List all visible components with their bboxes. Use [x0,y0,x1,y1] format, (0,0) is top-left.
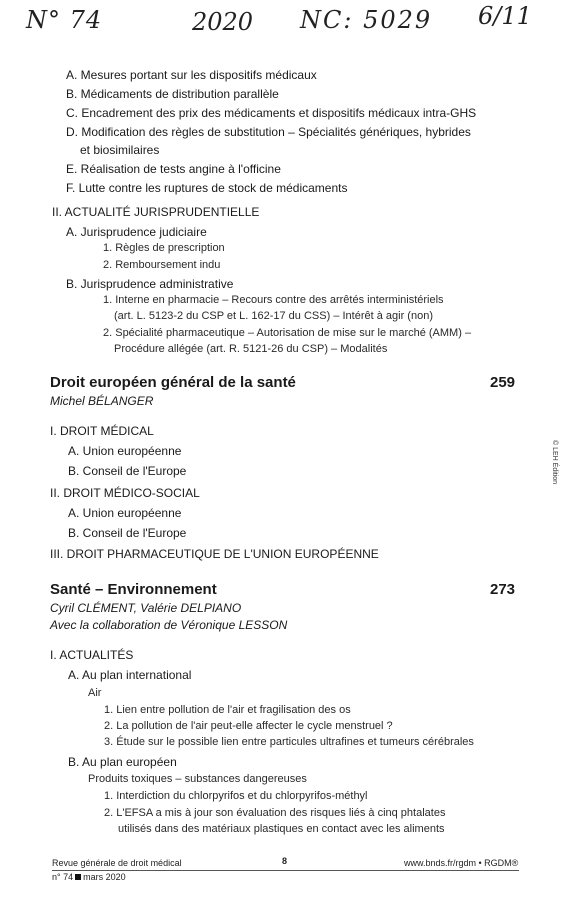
toc-section-3: III. DROIT PHARMACEUTIQUE DE L'UNION EUROPÉENNE [50,547,379,561]
chapter-author: Michel BÉLANGER [50,394,154,408]
toc-sub-a-label: Air [88,687,102,699]
square-bullet-icon [75,874,81,880]
footer-issue-date: mars 2020 [83,872,126,882]
toc-item-d-cont: et biosimilaires [80,143,160,157]
handwritten-fraction: 6/11 [478,2,532,30]
toc-item-a: A. Mesures portant sur les dispositifs médicaux [66,68,317,82]
footer-page-number: 8 [282,856,288,866]
side-copyright: © LEH Édition [551,440,558,485]
toc-sub-b-label: Produits toxiques – substances dangereuses [88,773,307,785]
toc-item-c: C. Encadrement des prix des médicaments et dispositifs médicaux intra-GHS [66,106,477,120]
toc-item-e: E. Réalisation de tests angine à l'officine [66,162,281,176]
footer-issue [52,872,126,882]
toc-sub-b: B. Au plan européen [68,755,177,769]
handwritten-year: 2020 [192,8,254,36]
toc-subitem: A. Union européenne [68,444,182,458]
toc-sub-a-item: 2. Remboursement indu [103,259,221,271]
handwritten-nc: NC: 5029 [300,6,433,34]
toc-section-2: II. DROIT MÉDICO-SOCIAL [50,486,200,500]
toc-sub-b-item: 2. L'EFSA a mis à jour son évaluation des risques liés à cinq phtalates [104,807,446,819]
toc-sub-b-item: 2. Spécialité pharmaceutique – Autorisation de mise sur le marché (AMM) – [103,327,472,339]
toc-sub-a-item: 2. La pollution de l'air peut-elle affecter le cycle menstruel ? [104,720,393,732]
footer-website: www.bnds.fr/rgdm • RGDM® [404,858,519,868]
toc-subitem: B. Conseil de l'Europe [68,526,187,540]
toc-sub-a: A. Au plan international [68,668,192,682]
chapter-title: Santé – Environnement [50,581,217,598]
toc-sub-a-item: 3. Étude sur le possible lien entre particules ultrafines et tumeurs cérébrales [104,736,474,748]
chapter-page-number: 259 [490,374,516,391]
toc-sub-a-item: 1. Lien entre pollution de l'air et fragilisation des os [104,704,351,716]
toc-sub-b-item-cont: utilisés dans des matériaux plastiques en contact avec les aliments [118,823,445,835]
toc-section-1: I. ACTUALITÉS [50,648,134,662]
toc-item-f: F. Lutte contre les ruptures de stock de médicaments [66,181,348,195]
toc-sub-b: B. Jurisprudence administrative [66,277,234,291]
footer-journal: Revue générale de droit médical [52,858,182,868]
toc-sub-b-item: 1. Interdiction du chlorpyrifos et du chlorpyrifos-méthyl [104,790,368,802]
toc-item-d: D. Modification des règles de substitution – Spécialités génériques, hybrides [66,125,471,139]
handwritten-ref: N° 74 [26,6,103,34]
footer-issue-number: n° 74 [52,872,74,882]
chapter-title: Droit européen général de la santé [50,374,296,391]
toc-subitem: B. Conseil de l'Europe [68,464,187,478]
chapter-collaboration: Avec la collaboration de Véronique LESSON [50,618,288,632]
chapter-page-number: 273 [490,581,516,598]
toc-sub-b-item-cont: (art. L. 5123-2 du CSP et L. 162-17 du CSS) – Intérêt à agir (non) [114,310,433,322]
toc-sub-b-item: 1. Interne en pharmacie – Recours contre des arrêtés interministériels [103,294,444,306]
toc-section-2: II. ACTUALITÉ JURISPRUDENTIELLE [52,205,260,219]
footer-divider [52,870,519,871]
toc-item-b: B. Médicaments de distribution parallèle [66,87,279,101]
toc-sub-a-item: 1. Règles de prescription [103,242,225,254]
toc-section-1: I. DROIT MÉDICAL [50,424,154,438]
toc-sub-b-item-cont: Procédure allégée (art. R. 5121-26 du CSP) – Modalités [114,343,388,355]
toc-sub-a: A. Jurisprudence judiciaire [66,225,207,239]
toc-subitem: A. Union européenne [68,506,182,520]
chapter-author: Cyril CLÉMENT, Valérie DELPIANO [50,601,242,615]
